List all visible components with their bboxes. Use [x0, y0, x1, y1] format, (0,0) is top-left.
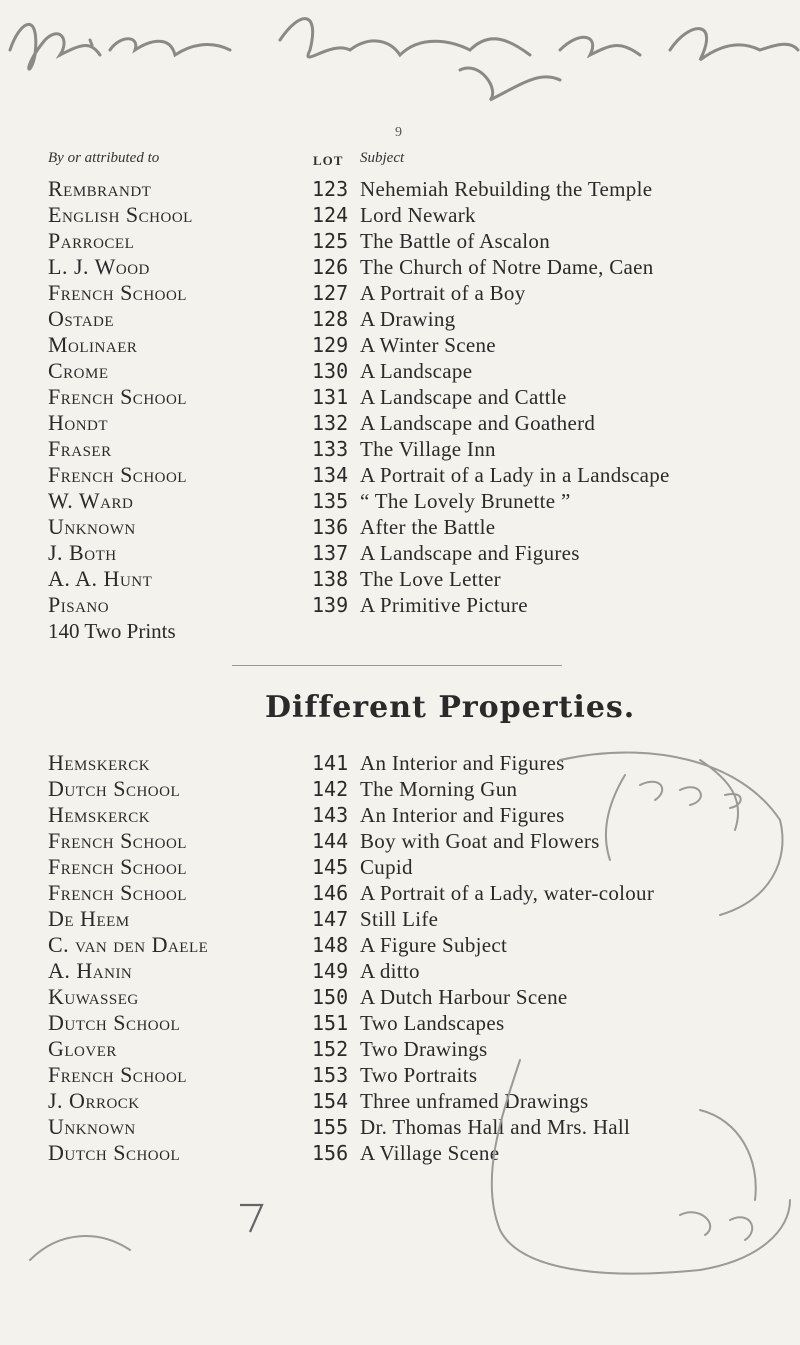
section-title: Different Properties. — [265, 690, 636, 725]
lot-subject: A Landscape and Cattle — [360, 385, 567, 409]
lot-subject: A ditto — [360, 959, 420, 983]
lot-number: 150 — [312, 985, 349, 1009]
lot-row — [0, 280, 800, 306]
lot-subject: A Portrait of a Lady in a Landscape — [360, 463, 670, 487]
artist-name: French School — [48, 462, 187, 487]
lot-row — [0, 1088, 800, 1114]
lot-number: 155 — [312, 1115, 349, 1139]
artist-name: C. van den Daele — [48, 932, 209, 957]
lot-number: 148 — [312, 933, 349, 957]
lot-number: 125 — [312, 229, 349, 253]
lot-subject: Cupid — [360, 855, 413, 879]
artist-name: French School — [48, 854, 187, 879]
artist-name: Dutch School — [48, 776, 181, 801]
lot-row — [0, 540, 800, 566]
artist-name: English School — [48, 202, 193, 227]
column-header-artist: By or attributed to — [48, 150, 160, 166]
column-header-subject: Subject — [360, 150, 405, 166]
artist-name: J. Both — [48, 540, 117, 565]
lot-subject: A Dutch Harbour Scene — [360, 985, 568, 1009]
lot-number: 156 — [312, 1141, 349, 1165]
lot-row — [0, 436, 800, 462]
lot-subject: The Battle of Ascalon — [360, 229, 550, 253]
page-number: 9 — [395, 125, 402, 140]
lot-subject: Lord Newark — [360, 203, 476, 227]
lot-number: 135 — [312, 489, 349, 513]
lot-subject: Dr. Thomas Hall and Mrs. Hall — [360, 1115, 631, 1139]
lot-row — [0, 828, 800, 854]
lot-subject: A Landscape — [360, 359, 473, 383]
lot-number: 136 — [312, 515, 349, 539]
lot-number: 153 — [312, 1063, 349, 1087]
lot-subject: Two Landscapes — [360, 1011, 505, 1035]
lot-row — [0, 592, 800, 618]
artist-name: Pisano — [48, 592, 110, 617]
artist-name: French School — [48, 1062, 187, 1087]
artist-name: Hemskerck — [48, 802, 151, 827]
lot-subject: A Figure Subject — [360, 933, 508, 957]
lot-row — [0, 228, 800, 254]
artist-name: Dutch School — [48, 1140, 181, 1165]
lot-number: 137 — [312, 541, 349, 565]
artist-name: Rembrandt — [48, 176, 152, 201]
lot-subject: Nehemiah Rebuilding the Temple — [360, 177, 653, 201]
lot-row — [0, 906, 800, 932]
artist-name: French School — [48, 828, 187, 853]
lot-row — [0, 254, 800, 280]
lot-subject: An Interior and Figures — [360, 803, 565, 827]
lot-subject: A Landscape and Figures — [360, 541, 580, 565]
lot-row — [0, 176, 800, 202]
section-divider — [232, 665, 562, 666]
lot-number: 126 — [312, 255, 349, 279]
lot-subject: The Morning Gun — [360, 777, 518, 801]
artist-name: L. J. Wood — [48, 254, 150, 279]
artist-name: Ostade — [48, 306, 115, 331]
lot-number: 144 — [312, 829, 349, 853]
lot-subject: The Village Inn — [360, 437, 496, 461]
lot-number: 132 — [312, 411, 349, 435]
lot-number: 127 — [312, 281, 349, 305]
lot-row — [0, 1114, 800, 1140]
lot-number: 130 — [312, 359, 349, 383]
artist-name: French School — [48, 280, 187, 305]
lot-number: 139 — [312, 593, 349, 617]
lot-subject: A Drawing — [360, 307, 456, 331]
lot-row-140 — [0, 618, 800, 644]
lot-number: 124 — [312, 203, 349, 227]
lot-subject: A Village Scene — [360, 1141, 500, 1165]
lot-subject: Boy with Goat and Flowers — [360, 829, 600, 853]
lot-number: 147 — [312, 907, 349, 931]
lot-row — [0, 802, 800, 828]
lot-subject: “ The Lovely Brunette ” — [360, 489, 571, 513]
column-header-lot: LOT — [313, 153, 344, 168]
lot-subject: Three unframed Drawings — [360, 1089, 589, 1113]
lot-number: 129 — [312, 333, 349, 357]
lot-number: 145 — [312, 855, 349, 879]
lot-subject: A Portrait of a Boy — [360, 281, 526, 305]
lot-subject: A Primitive Picture — [360, 593, 528, 617]
lot-number: 143 — [312, 803, 349, 827]
lot-row — [0, 750, 800, 776]
lot-number: 154 — [312, 1089, 349, 1113]
artist-name: French School — [48, 384, 187, 409]
artist-name: Parrocel — [48, 228, 135, 253]
lot-subject: A Winter Scene — [360, 333, 496, 357]
lot-row — [0, 854, 800, 880]
lot-row — [0, 958, 800, 984]
lot-number: 131 — [312, 385, 349, 409]
lot-140-text: 140 Two Prints — [48, 619, 176, 643]
lot-row — [0, 1010, 800, 1036]
artist-name: Hondt — [48, 410, 109, 435]
lot-row — [0, 202, 800, 228]
lot-row — [0, 566, 800, 592]
lot-number: 149 — [312, 959, 349, 983]
lot-row — [0, 1062, 800, 1088]
lot-number: 141 — [312, 751, 349, 775]
lot-row — [0, 776, 800, 802]
lot-row — [0, 514, 800, 540]
lot-row — [0, 384, 800, 410]
lot-subject: After the Battle — [360, 515, 496, 539]
artist-name: Molinaer — [48, 332, 138, 357]
lot-row — [0, 410, 800, 436]
artist-name: A. A. Hunt — [48, 566, 153, 591]
artist-name: A. Hanin — [48, 958, 133, 983]
lot-row — [0, 358, 800, 384]
lot-number: 151 — [312, 1011, 349, 1035]
lot-row — [0, 1140, 800, 1166]
artist-name: Glover — [48, 1036, 117, 1061]
lot-subject: Two Drawings — [360, 1037, 488, 1061]
lot-subject: A Portrait of a Lady, water-colour — [360, 881, 655, 905]
artist-name: Hemskerck — [48, 750, 151, 775]
pencil-scrawl-header — [0, 0, 800, 140]
artist-name: Fraser — [48, 436, 112, 461]
lot-subject: An Interior and Figures — [360, 751, 565, 775]
lot-subject: Two Portraits — [360, 1063, 478, 1087]
lot-row — [0, 984, 800, 1010]
lot-subject: The Love Letter — [360, 567, 501, 591]
artist-name: J. Orrock — [48, 1088, 140, 1113]
lot-row — [0, 880, 800, 906]
lot-row — [0, 1036, 800, 1062]
lot-subject: Still Life — [360, 907, 439, 931]
lot-number: 133 — [312, 437, 349, 461]
lot-number: 146 — [312, 881, 349, 905]
lot-row — [0, 488, 800, 514]
lot-number: 128 — [312, 307, 349, 331]
artist-name: W. Ward — [48, 488, 134, 513]
lot-number: 142 — [312, 777, 349, 801]
artist-name: French School — [48, 880, 187, 905]
artist-name: Unknown — [48, 514, 136, 539]
lot-subject: A Landscape and Goatherd — [360, 411, 596, 435]
lot-row — [0, 306, 800, 332]
artist-name: Dutch School — [48, 1010, 181, 1035]
artist-name: Kuwasseg — [48, 984, 139, 1009]
lot-subject: The Church of Notre Dame, Caen — [360, 255, 654, 279]
artist-name: De Heem — [48, 906, 130, 931]
lot-number: 134 — [312, 463, 349, 487]
lot-number: 138 — [312, 567, 349, 591]
lot-number: 152 — [312, 1037, 349, 1061]
lot-row — [0, 932, 800, 958]
lot-row — [0, 462, 800, 488]
artist-name: Unknown — [48, 1114, 136, 1139]
lot-number: 123 — [312, 177, 349, 201]
lot-row — [0, 332, 800, 358]
artist-name: Crome — [48, 358, 109, 383]
